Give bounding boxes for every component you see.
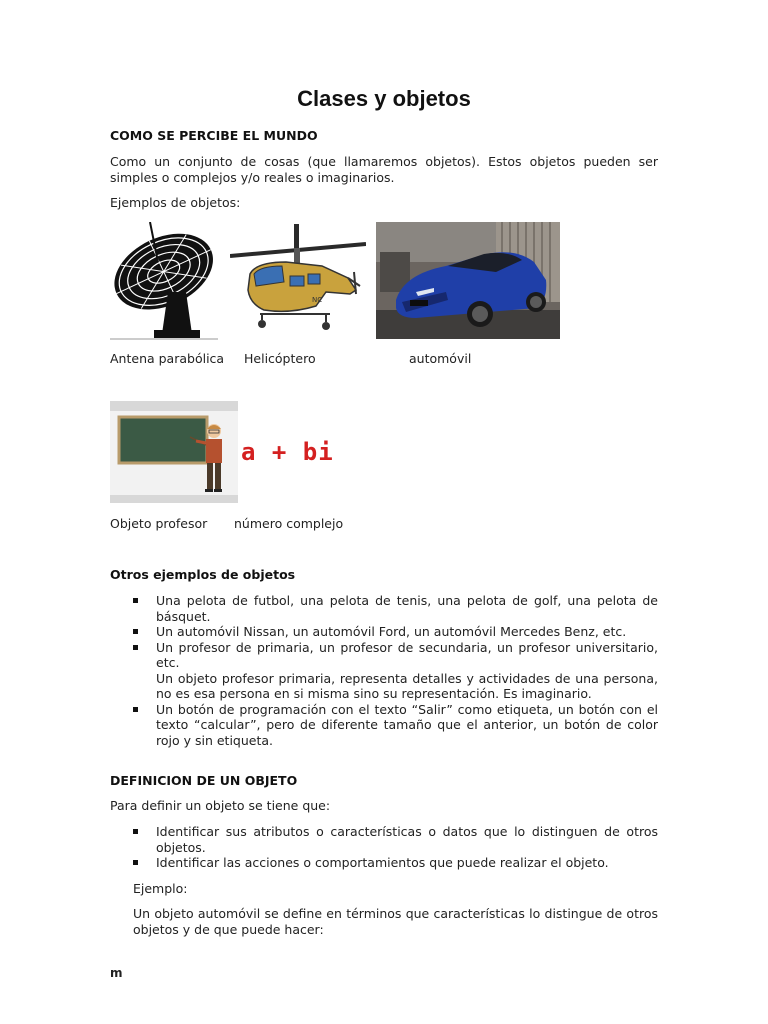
bullet-marker xyxy=(133,829,138,834)
car-icon xyxy=(376,222,560,339)
list-item: Un profesor de primaria, un profesor de secundaria, un profesor universitario, etc. Un objeto profesor primaria, representa detalles y actividades de una persona, no es esa persona en si misma sino su representación. Es imaginario. xyxy=(110,640,658,702)
list-item-continuation: Un objeto profesor primaria, representa detalles y actividades de una persona, no es esa persona en si misma sino su representación. Es imaginario. xyxy=(156,670,658,701)
list-item: Identificar sus atributos o características o datos que lo distinguen de otros objetos. xyxy=(110,824,658,855)
helicopter-icon xyxy=(230,222,366,336)
caption-automovil: automóvil xyxy=(409,351,472,366)
section-heading-otros: Otros ejemplos de objetos xyxy=(110,567,296,582)
page-title: Clases y objetos xyxy=(297,86,471,111)
satellite-dish-icon xyxy=(110,222,218,340)
other-examples-list xyxy=(110,593,658,748)
bullet-marker xyxy=(133,860,138,865)
bullet-marker xyxy=(133,707,138,712)
bullet-marker xyxy=(133,598,138,603)
section-heading-mundo: COMO SE PERCIBE EL MUNDO xyxy=(110,128,318,143)
example-label: Ejemplo: xyxy=(133,881,188,896)
bullet-marker xyxy=(133,629,138,634)
bullet-marker xyxy=(133,645,138,650)
paragraph-mundo: Como un conjunto de cosas (que llamaremos objetos). Estos objetos pueden ser simples o complejos y/o reales o imaginarios. xyxy=(110,154,658,185)
definition-list xyxy=(110,824,658,871)
svg-text:NC: NC xyxy=(312,296,323,304)
caption-antena: Antena parabólica xyxy=(110,351,225,366)
examples-label: Ejemplos de objetos: xyxy=(110,195,241,210)
caption-numero-complejo: número complejo xyxy=(234,516,344,531)
page-footer: m xyxy=(110,966,123,980)
list-item: Un automóvil Nissan, un automóvil Ford, un automóvil Mercedes Benz, etc. xyxy=(110,624,658,640)
caption-helicoptero: Helicóptero xyxy=(244,351,316,366)
teacher-icon xyxy=(110,401,238,503)
definition-intro: Para definir un objeto se tiene que: xyxy=(110,798,331,813)
list-item: Identificar las acciones o comportamientos que puede realizar el objeto. xyxy=(110,855,658,871)
example-text: Un objeto automóvil se define en términos que características lo distingue de otros objetos y de que puede hacer: xyxy=(133,906,658,937)
complex-number-formula: a + bi xyxy=(241,438,334,466)
section-heading-definicion: DEFINICION DE UN OBJETO xyxy=(110,773,298,788)
caption-profesor: Objeto profesor xyxy=(110,516,208,531)
list-item: Un botón de programación con el texto “Salir” como etiqueta, un botón con el texto “calcular”, pero de diferente tamaño que el anterior, un botón de color rojo y sin etiqueta. xyxy=(110,702,658,749)
list-item: Una pelota de futbol, una pelota de tenis, una pelota de golf, una pelota de básquet. xyxy=(110,593,658,624)
